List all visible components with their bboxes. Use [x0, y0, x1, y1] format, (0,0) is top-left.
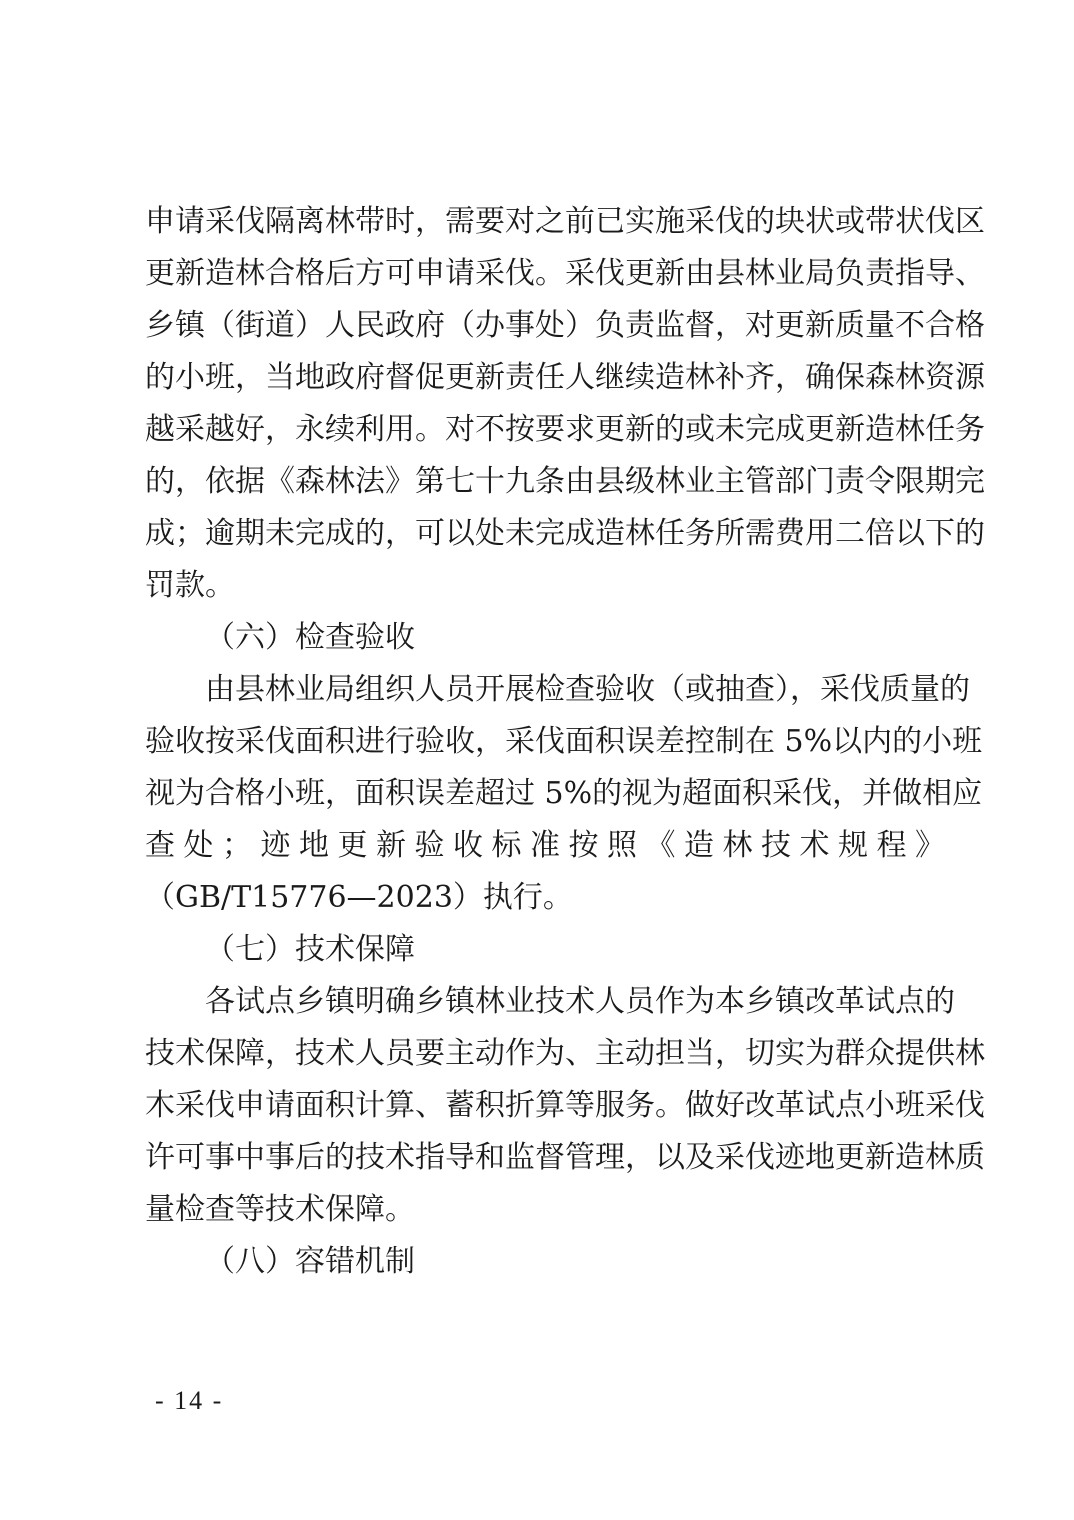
text-line: 的小班，当地政府督促更新责任人继续造林补齐，确保森林资源	[145, 360, 985, 395]
section-heading-fault-tolerance: （八）容错机制	[205, 1244, 415, 1279]
text-line: 的，依据《森林法》第七十九条由县级林业主管部门责令限期完	[145, 464, 985, 499]
text-line: 越采越好，永续利用。对不按要求更新的或未完成更新造林任务	[145, 412, 985, 447]
text-line: 乡镇（街道）人民政府（办事处）负责监督，对更新质量不合格	[145, 308, 985, 343]
text-line: 技术保障，技术人员要主动作为、主动担当，切实为群众提供林	[145, 1036, 985, 1071]
text-line: 罚款。	[145, 568, 235, 603]
text-line: 更新造林合格后方可申请采伐。采伐更新由县林业局负责指导、	[145, 256, 985, 291]
text-line: 木采伐申请面积计算、蓄积折算等服务。做好改革试点小班采伐	[145, 1088, 985, 1123]
text-line: 视为合格小班，面积误差超过 5%的视为超面积采伐，并做相应	[145, 776, 983, 811]
text-line: 成；逾期未完成的，可以处未完成造林任务所需费用二倍以下的	[145, 516, 985, 551]
paragraph-inspection	[145, 664, 983, 924]
document-body	[145, 196, 985, 1288]
text-line: 验收按采伐面积进行验收，采伐面积误差控制在 5%以内的小班	[145, 724, 983, 759]
page-number: - 14 -	[155, 1386, 224, 1415]
section-heading-technical-support: （七）技术保障	[205, 932, 415, 967]
paragraph-harvest-renewal	[145, 196, 985, 612]
text-line: 由县林业局组织人员开展检查验收（或抽查），采伐质量的	[205, 672, 970, 707]
section-heading-inspection: （六）检查验收	[205, 620, 415, 655]
text-line: 申请采伐隔离林带时，需要对之前已实施采伐的块状或带状伐区	[145, 204, 985, 239]
text-line: 查处；迹地更新验收标准按照《造林技术规程》	[145, 828, 945, 863]
text-line: （GB/T15776—2023）执行。	[145, 880, 573, 915]
text-line: 量检查等技术保障。	[145, 1192, 415, 1227]
paragraph-technical-support	[145, 976, 985, 1236]
text-line: 各试点乡镇明确乡镇林业技术人员作为本乡镇改革试点的	[205, 984, 955, 1019]
text-line: 许可事中事后的技术指导和监督管理，以及采伐迹地更新造林质	[145, 1140, 985, 1175]
